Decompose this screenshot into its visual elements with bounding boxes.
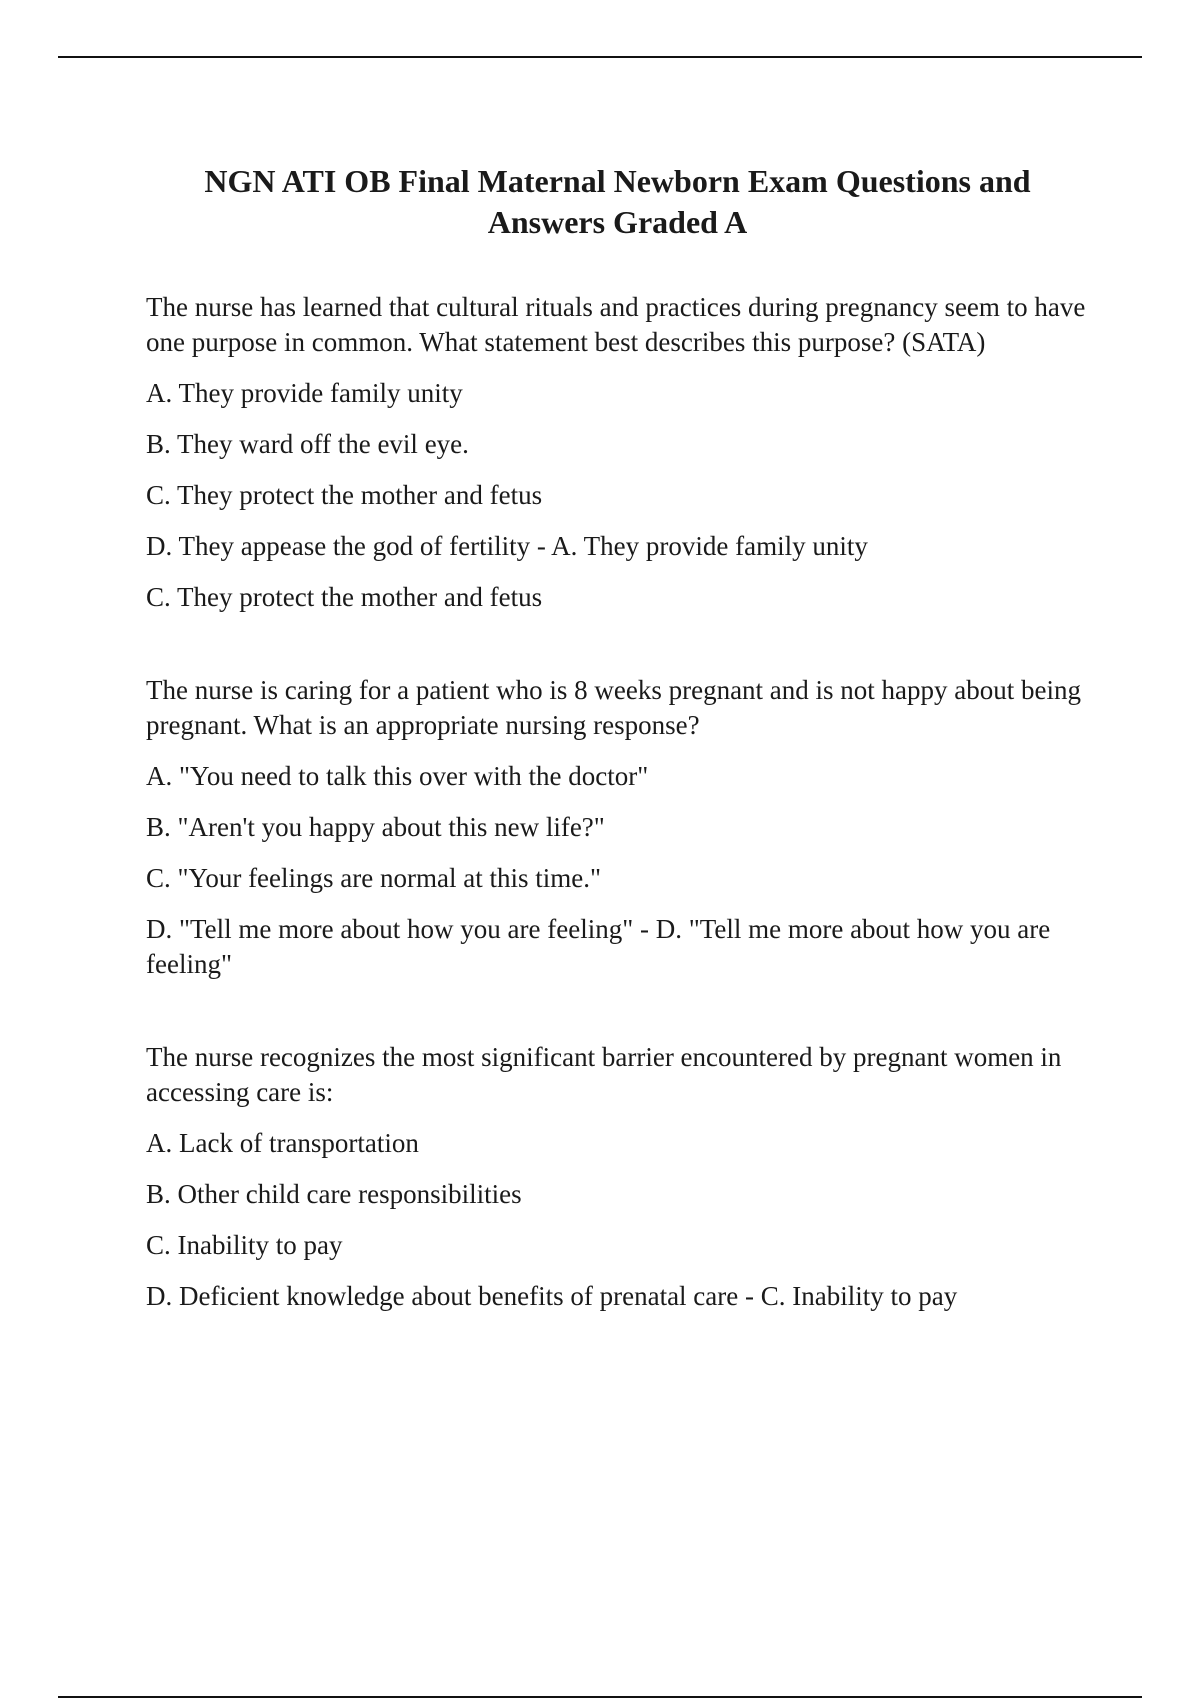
question-1 xyxy=(146,290,1096,615)
header-rule xyxy=(58,56,1142,58)
title-line-1: NGN ATI OB Final Maternal Newborn Exam Questions and xyxy=(204,163,1031,200)
title-line-2: Answers Graded A xyxy=(487,204,748,241)
answer-option: C. "Your feelings are normal at this time." xyxy=(146,863,601,893)
question-3 xyxy=(146,1040,1096,1314)
answer-option: C. They protect the mother and fetus xyxy=(146,582,543,612)
answer-option: B. They ward off the evil eye. xyxy=(146,429,469,459)
answer-option: D. "Tell me more about how you are feeling" - D. "Tell me more about how you are feeling" xyxy=(146,914,1051,979)
answer-option: A. Lack of transportation xyxy=(146,1128,419,1158)
answer-option: B. Other child care responsibilities xyxy=(146,1179,522,1209)
answer-option: C. Inability to pay xyxy=(146,1230,343,1260)
answer-option: D. They appease the god of fertility - A. They provide family unity xyxy=(146,531,868,561)
question-stem: The nurse is caring for a patient who is 8 weeks pregnant and is not happy about being pregnant. What is an appropriate nursing response? xyxy=(146,675,1082,740)
answer-option: A. "You need to talk this over with the doctor" xyxy=(146,761,649,791)
question-stem: The nurse recognizes the most significant barrier encountered by pregnant women in accessing care is: xyxy=(146,1042,1062,1107)
footer-rule xyxy=(58,1696,1142,1698)
question-2 xyxy=(146,673,1096,982)
answer-option: A. They provide family unity xyxy=(146,378,463,408)
answer-option: C. They protect the mother and fetus xyxy=(146,480,543,510)
question-stem: The nurse has learned that cultural rituals and practices during pregnancy seem to have one purpose in common. What statement best describes this purpose? (SATA) xyxy=(146,292,1086,357)
document-title xyxy=(150,161,1085,243)
answer-option: B. "Aren't you happy about this new life?" xyxy=(146,812,605,842)
answer-option: D. Deficient knowledge about benefits of prenatal care - C. Inability to pay xyxy=(146,1281,958,1311)
question-list xyxy=(146,290,1096,1330)
